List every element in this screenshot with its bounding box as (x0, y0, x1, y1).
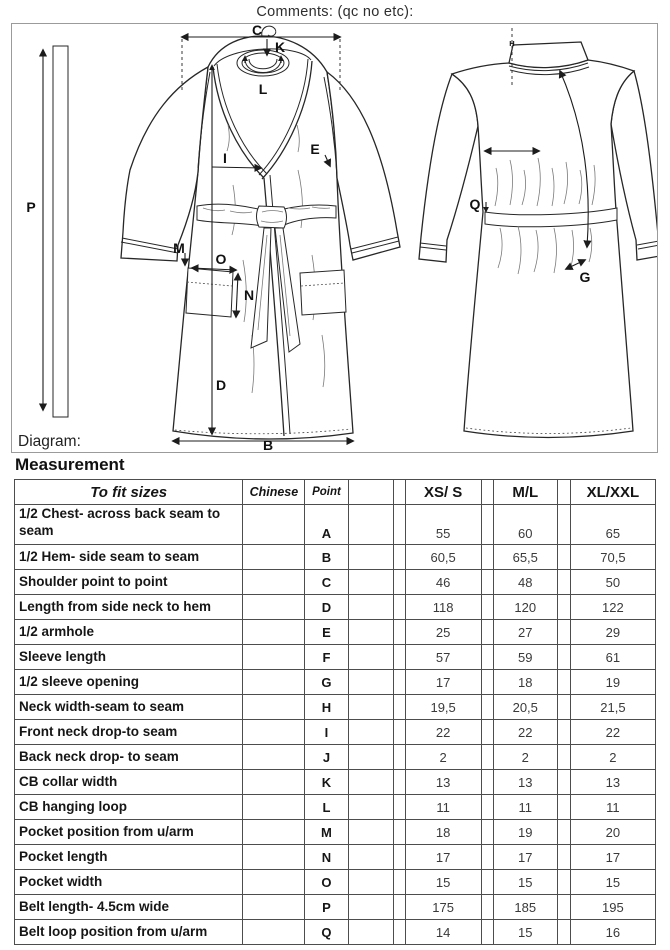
value-ml: 27 (493, 620, 557, 645)
measure-label: Back neck drop- to seam (15, 745, 243, 770)
spacer-cell (481, 505, 493, 545)
value-xs: 55 (405, 505, 481, 545)
value-xs: 14 (405, 920, 481, 945)
spacer-cell (481, 820, 493, 845)
chinese-cell (243, 695, 305, 720)
measure-letter-l: L (258, 81, 268, 97)
spacer-cell (481, 695, 493, 720)
col-header-point: Point (305, 480, 348, 505)
spacer-cell (348, 505, 393, 545)
point-letter: G (305, 670, 348, 695)
table-row (15, 745, 656, 770)
value-ml: 19 (493, 820, 557, 845)
spacer-cell (481, 645, 493, 670)
spacer-cell (557, 645, 570, 670)
table-row (15, 720, 656, 745)
point-letter: A (305, 505, 348, 545)
spacer-cell (557, 745, 570, 770)
spacer-cell (348, 845, 393, 870)
spacer-cell (393, 595, 405, 620)
point-letter: E (305, 620, 348, 645)
value-xl: 50 (570, 570, 655, 595)
spacer-cell (481, 770, 493, 795)
right-pocket (300, 270, 346, 315)
point-letter: F (305, 645, 348, 670)
value-xs: 19,5 (405, 695, 481, 720)
value-ml: 13 (493, 770, 557, 795)
spacer-cell (557, 770, 570, 795)
measure-letter-k: K (274, 39, 286, 55)
point-letter: L (305, 795, 348, 820)
spacer-cell (557, 595, 570, 620)
measure-letter-b: B (262, 437, 274, 451)
value-ml: 59 (493, 645, 557, 670)
spacer-cell (348, 795, 393, 820)
value-xl: 11 (570, 795, 655, 820)
spacer-cell (557, 695, 570, 720)
spacer-cell (481, 870, 493, 895)
value-xs: 60,5 (405, 545, 481, 570)
measure-label: 1/2 armhole (15, 620, 243, 645)
spacer-cell (393, 745, 405, 770)
point-letter: Q (305, 920, 348, 945)
measure-letter-c: C (251, 24, 263, 38)
spacer-cell (348, 645, 393, 670)
measure-letter-q: Q (469, 196, 481, 212)
measurement-table (14, 479, 656, 945)
table-row (15, 870, 656, 895)
value-xs: 18 (405, 820, 481, 845)
point-letter: D (305, 595, 348, 620)
table-row (15, 570, 656, 595)
spacer-cell (348, 745, 393, 770)
chinese-cell (243, 670, 305, 695)
spacer-cell (393, 820, 405, 845)
spacer-cell (393, 770, 405, 795)
measure-label: Pocket width (15, 870, 243, 895)
spacer-cell (348, 720, 393, 745)
point-letter: C (305, 570, 348, 595)
value-ml: 185 (493, 895, 557, 920)
value-xl: 15 (570, 870, 655, 895)
col-header-chinese: Chinese (243, 480, 305, 505)
table-row (15, 770, 656, 795)
chinese-cell (243, 720, 305, 745)
col-header-size-xs: XS/ S (405, 480, 481, 505)
spacer-cell (557, 670, 570, 695)
value-xs: 57 (405, 645, 481, 670)
point-letter: B (305, 545, 348, 570)
measure-letter-e: E (310, 141, 320, 157)
spacer-cell (348, 895, 393, 920)
comments-label: Comments: (qc no etc): (256, 4, 414, 20)
value-xl: 17 (570, 845, 655, 870)
value-ml: 11 (493, 795, 557, 820)
chinese-cell (243, 595, 305, 620)
spacer-cell (348, 670, 393, 695)
value-xs: 25 (405, 620, 481, 645)
measure-letter-i: I (223, 150, 227, 166)
point-letter: M (305, 820, 348, 845)
belt-strip (53, 46, 68, 417)
measure-label: Belt length- 4.5cm wide (15, 895, 243, 920)
measure-label: 1/2 Hem- side seam to seam (15, 545, 243, 570)
spacer-cell (393, 620, 405, 645)
value-xs: 46 (405, 570, 481, 595)
spacer-cell (481, 595, 493, 620)
measure-letter-m: M (173, 240, 185, 256)
value-xl: 20 (570, 820, 655, 845)
spacer-cell (348, 870, 393, 895)
measure-label: Sleeve length (15, 645, 243, 670)
chinese-cell (243, 545, 305, 570)
value-xl: 61 (570, 645, 655, 670)
measure-letter-d: D (215, 377, 227, 393)
spacer-cell (481, 545, 493, 570)
back-left-sleeve (419, 74, 478, 262)
chinese-cell (243, 745, 305, 770)
value-xs: 2 (405, 745, 481, 770)
back-body-outline (452, 60, 634, 438)
spacer-cell (348, 570, 393, 595)
measure-label: Belt loop position from u/arm (15, 920, 243, 945)
spacer-cell (481, 745, 493, 770)
measure-label: Pocket position from u/arm (15, 820, 243, 845)
spacer-cell (557, 870, 570, 895)
chinese-cell (243, 770, 305, 795)
value-xl: 29 (570, 620, 655, 645)
left-pocket (186, 268, 233, 317)
col-header-blank (557, 480, 570, 505)
value-xl: 2 (570, 745, 655, 770)
spacer-cell (557, 795, 570, 820)
value-ml: 22 (493, 720, 557, 745)
measure-label: Length from side neck to hem (15, 595, 243, 620)
spacer-cell (348, 545, 393, 570)
value-xs: 118 (405, 595, 481, 620)
table-row (15, 895, 656, 920)
measure-label: 1/2 Chest- across back seam to seam (15, 505, 243, 545)
measure-letter-o: O (215, 251, 227, 267)
col-header-blank (481, 480, 493, 505)
measure-label: Neck width-seam to seam (15, 695, 243, 720)
value-ml: 15 (493, 920, 557, 945)
table-header-row (15, 480, 656, 505)
chinese-cell (243, 820, 305, 845)
table-row (15, 545, 656, 570)
spacer-cell (557, 545, 570, 570)
spacer-cell (393, 895, 405, 920)
value-xs: 15 (405, 870, 481, 895)
table-row (15, 920, 656, 945)
value-xs: 13 (405, 770, 481, 795)
spacer-cell (393, 720, 405, 745)
value-xl: 21,5 (570, 695, 655, 720)
table-row (15, 695, 656, 720)
value-xl: 122 (570, 595, 655, 620)
spacer-cell (557, 570, 570, 595)
value-xs: 175 (405, 895, 481, 920)
value-ml: 60 (493, 505, 557, 545)
spacer-cell (481, 620, 493, 645)
measure-letter-h: H (509, 39, 515, 48)
robe-back-view (419, 42, 657, 438)
spacer-cell (393, 845, 405, 870)
table-row (15, 620, 656, 645)
value-xl: 195 (570, 895, 655, 920)
point-letter: J (305, 745, 348, 770)
spacer-cell (557, 620, 570, 645)
spacer-cell (481, 570, 493, 595)
measurement-heading: Measurement (15, 455, 125, 474)
table-row (15, 795, 656, 820)
table-row (15, 505, 656, 545)
spacer-cell (557, 845, 570, 870)
spacer-cell (348, 620, 393, 645)
value-xs: 11 (405, 795, 481, 820)
spacer-cell (348, 770, 393, 795)
col-header-size-ml: M/L (493, 480, 557, 505)
chinese-cell (243, 920, 305, 945)
value-ml: 48 (493, 570, 557, 595)
spacer-cell (481, 720, 493, 745)
value-xl: 13 (570, 770, 655, 795)
value-ml: 120 (493, 595, 557, 620)
value-ml: 15 (493, 870, 557, 895)
value-xl: 22 (570, 720, 655, 745)
value-xl: 19 (570, 670, 655, 695)
table-row (15, 670, 656, 695)
spacer-cell (481, 895, 493, 920)
spacer-cell (393, 545, 405, 570)
col-header-blank (393, 480, 405, 505)
spacer-cell (348, 920, 393, 945)
spacer-cell (393, 920, 405, 945)
value-xl: 16 (570, 920, 655, 945)
measure-label: CB collar width (15, 770, 243, 795)
spacer-cell (393, 870, 405, 895)
spacer-cell (348, 695, 393, 720)
spacer-cell (393, 645, 405, 670)
spacer-cell (557, 920, 570, 945)
table-row (15, 645, 656, 670)
value-ml: 65,5 (493, 545, 557, 570)
value-xs: 22 (405, 720, 481, 745)
diagram-panel (11, 23, 658, 453)
measure-label: Shoulder point to point (15, 570, 243, 595)
value-xl: 65 (570, 505, 655, 545)
spacer-cell (481, 845, 493, 870)
measure-letter-g: G (579, 269, 591, 285)
point-letter: K (305, 770, 348, 795)
table-row (15, 820, 656, 845)
measure-label: 1/2 sleeve opening (15, 670, 243, 695)
value-xs: 17 (405, 670, 481, 695)
chinese-cell (243, 895, 305, 920)
spacer-cell (481, 670, 493, 695)
chinese-cell (243, 870, 305, 895)
value-xl: 70,5 (570, 545, 655, 570)
measure-label: Pocket length (15, 845, 243, 870)
spacer-cell (393, 505, 405, 545)
spacer-cell (393, 795, 405, 820)
chinese-cell (243, 570, 305, 595)
col-header-size-xl: XL/XXL (570, 480, 655, 505)
chinese-cell (243, 620, 305, 645)
value-ml: 17 (493, 845, 557, 870)
spacer-cell (393, 570, 405, 595)
col-header-blank (348, 480, 393, 505)
chinese-cell (243, 795, 305, 820)
chinese-cell (243, 845, 305, 870)
point-letter: I (305, 720, 348, 745)
spacer-cell (393, 695, 405, 720)
point-letter: O (305, 870, 348, 895)
point-letter: P (305, 895, 348, 920)
col-header-to-fit-sizes: To fit sizes (15, 480, 243, 505)
measure-label: Front neck drop-to seam (15, 720, 243, 745)
spacer-cell (393, 670, 405, 695)
value-ml: 2 (493, 745, 557, 770)
measure-letter-p: P (26, 199, 36, 215)
hanger-hook (262, 26, 276, 36)
measure-label: CB hanging loop (15, 795, 243, 820)
value-ml: 18 (493, 670, 557, 695)
table-row (15, 845, 656, 870)
spacer-cell (481, 920, 493, 945)
table-row (15, 595, 656, 620)
belt-knot (257, 206, 287, 228)
diagram-caption: Diagram: (18, 433, 81, 450)
spacer-cell (557, 720, 570, 745)
spacer-cell (348, 595, 393, 620)
spacer-cell (557, 820, 570, 845)
garment-technical-drawing (12, 24, 657, 451)
spacer-cell (348, 820, 393, 845)
measure-letter-n: N (243, 287, 255, 303)
spacer-cell (557, 505, 570, 545)
value-ml: 20,5 (493, 695, 557, 720)
chinese-cell (243, 645, 305, 670)
value-xs: 17 (405, 845, 481, 870)
spacer-cell (557, 895, 570, 920)
back-collar (509, 42, 588, 68)
spacer-cell (481, 795, 493, 820)
belt-strip-indicator (26, 46, 68, 417)
point-letter: H (305, 695, 348, 720)
point-letter: N (305, 845, 348, 870)
chinese-cell (243, 505, 305, 545)
